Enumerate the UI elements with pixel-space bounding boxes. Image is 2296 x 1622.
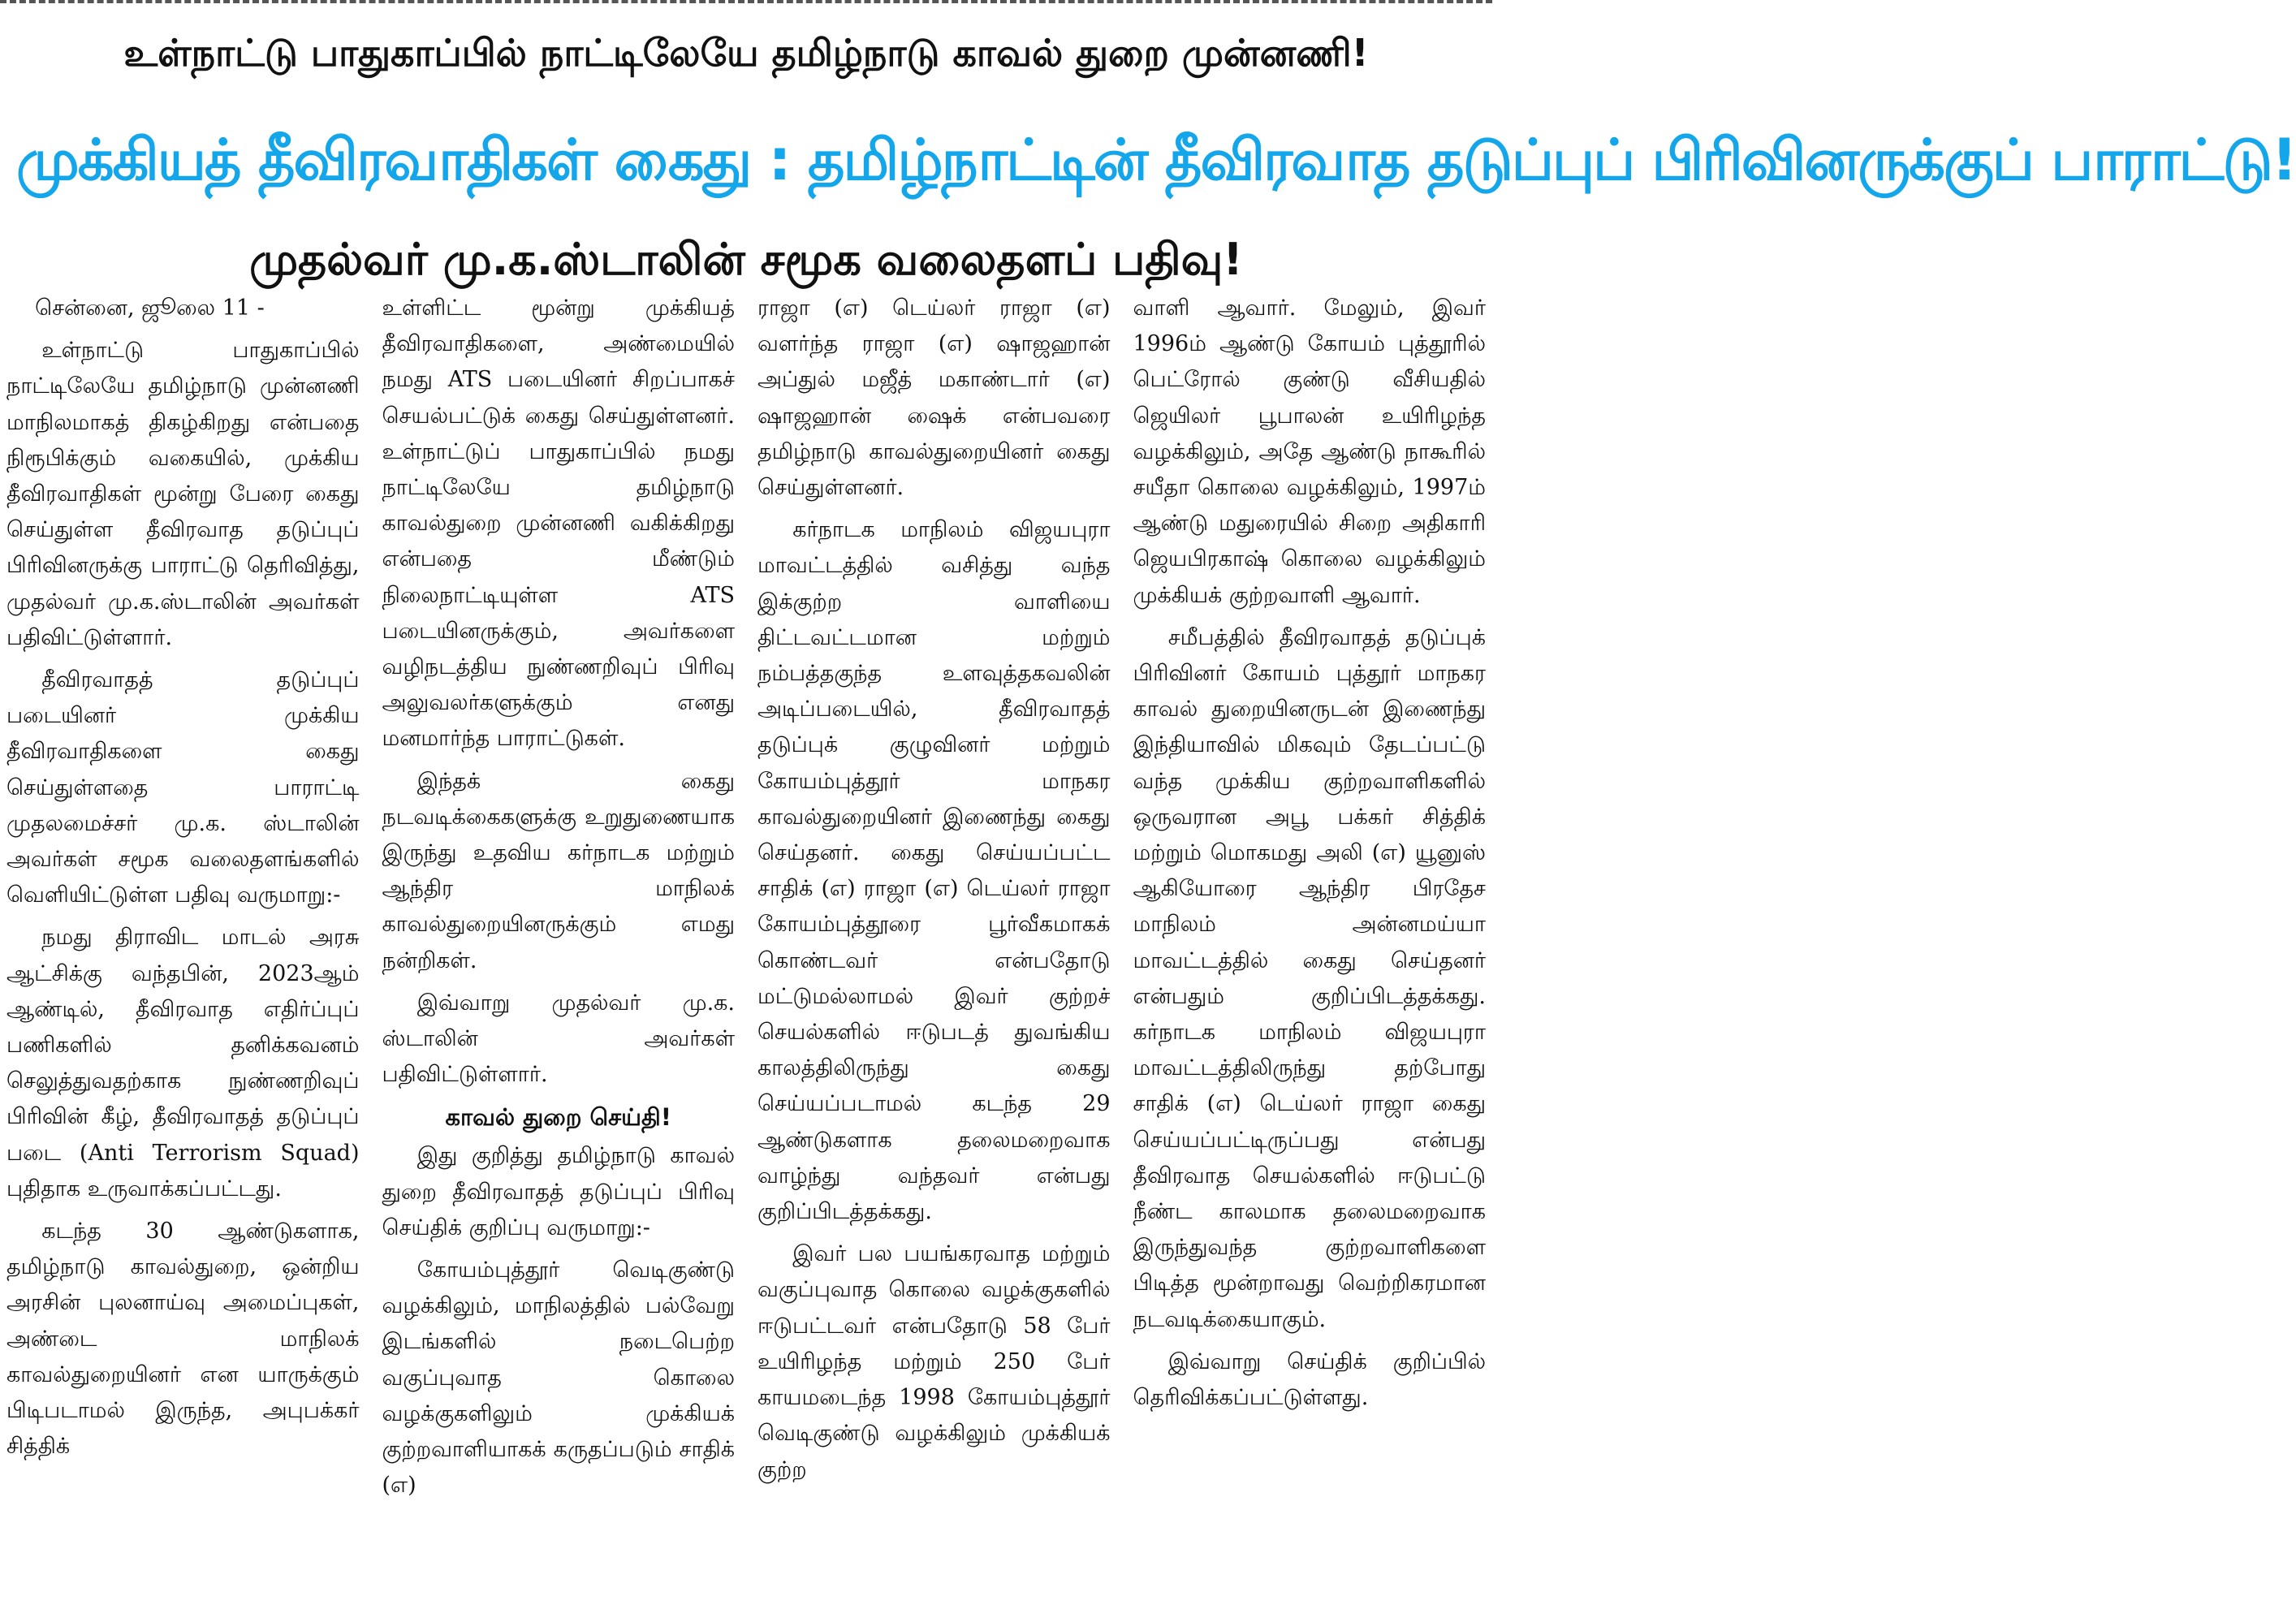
article-paragraph: இவ்வாறு முதல்வர் மு.க. ஸ்டாலின் அவர்கள் பதிவிட்டுள்ளார். xyxy=(382,990,735,1088)
article-paragraph: கோயம்புத்தூர் வெடிகுண்டு வழக்கிலும், மாநிலத்தில் பல்வேறு இடங்களில் நடைபெற்ற வகுப்புவாத கொலை வழக்குகளிலும் முக்கியக் குற்றவாளியாகக் கருதப்படும் சாதிக் (எ) xyxy=(382,1257,735,1499)
article-paragraph: இவர் பல பயங்கரவாத மற்றும் வகுப்புவாத கொலை வழக்குகளில் ஈடுபட்டவர் என்பதோடு 58 பேர் உயிரிழந்த மற்றும் 250 பேர் காயமடைந்த 1998 கோயம்புத்தூர் வெடிகுண்டு வழக்கிலும் முக்கியக் குற்ற xyxy=(757,1241,1111,1482)
article-paragraph: இது குறித்து தமிழ்நாடு காவல் துறை தீவிரவாதத் தடுப்புப் பிரிவு செய்திக் குறிப்பு வருமாறு:- xyxy=(382,1143,735,1240)
headline-main: முக்கியத் தீவிரவாதிகள் கைது : தமிழ்நாட்டின் தீவிரவாத தடுப்புப் பிரிவினருக்குப் பாராட்டு! xyxy=(16,127,2296,193)
article-paragraph: கர்நாடக மாநிலம் விஜயபுரா மாவட்டத்தில் வசித்து வந்த இக்குற்ற வாளியை திட்டவட்டமான மற்றும் நம்பத்தகுந்த உளவுத்தகவலின் அடிப்படையில், தீவிரவாதத் தடுப்புக் குழுவினர் மற்றும் கோயம்புத்தூர் மாநகர காவல்துறையினர் இணைந்து கைது செய்தனர். கைது செய்யப்பட்ட சாதிக் (எ) ராஜா (எ) டெய்லர் ராஜா கோயம்புத்தூரை பூர்வீகமாகக் கொண்டவர் என்பதோடு மட்டுமல்லாமல் இவர் குற்றச் செயல்களில் ஈடுபடத் துவங்கிய காலத்திலிருந்து கைது செய்யப்படாமல் கடந்த 29 ஆண்டுகளாக தலைமறைவாக வாழ்ந்து வந்தவர் என்பது குறிப்பிடத்தக்கது. xyxy=(757,517,1111,1225)
subhead-police-news: காவல் துறை செய்தி! xyxy=(445,1103,672,1132)
top-dashed-rule xyxy=(0,0,1492,11)
article-paragraph: நமது திராவிட மாடல் அரசு ஆட்சிக்கு வந்தபின், 2023ஆம் ஆண்டில், தீவிரவாத எதிர்ப்புப் பணிகளில் தனிக்கவனம் செலுத்துவதற்காக நுண்ணறிவுப் பிரிவின் கீழ், தீவிரவாதத் தடுப்புப் படை (Anti Terrorism Squad) புதிதாக உருவாக்கப்பட்டது. xyxy=(6,925,360,1201)
article-paragraph: ராஜா (எ) டெய்லர் ராஜா (எ) வளர்ந்த ராஜா (எ) ஷாஜஹான் அப்துல் மஜீத் மகாண்டார் (எ) ஷாஜஹான் ஷைக் என்பவரை தமிழ்நாடு காவல்துறையினர் கைது செய்துள்ளனர். xyxy=(757,295,1111,501)
article-paragraph: வாளி ஆவார். மேலும், இவர் 1996ம் ஆண்டு கோயம் புத்தூரில் பெட்ரோல் குண்டு வீசியதில் ஜெயிலர் பூபாலன் உயிரிழந்த வழக்கிலும், அதே ஆண்டு நாகூரில் சயீதா கொலை வழக்கிலும், 1997ம் ஆண்டு மதுரையில் சிறை அதிகாரி ஜெயபிரகாஷ் கொலை வழக்கிலும் முக்கியக் குற்றவாளி ஆவார். xyxy=(1133,295,1486,608)
headline-sub: முதல்வர் மு.க.ஸ்டாலின் சமூக வலைதளப் பதிவு! xyxy=(249,234,1243,285)
article-paragraph: இந்தக் கைது நடவடிக்கைகளுக்கு உறுதுணையாக இருந்து உதவிய கர்நாடக மற்றும் ஆந்திர மாநிலக் காவல்துறையினருக்கும் எமது நன்றிகள். xyxy=(382,768,735,973)
article-column-4 xyxy=(1133,291,1487,1619)
article-paragraph: தீவிரவாதத் தடுப்புப் படையினர் முக்கிய தீவிரவாதிகளை கைது செய்துள்ளதை பாராட்டி முதலமைச்சர் மு.க. ஸ்டாலின் அவர்கள் சமூக வலைதளங்களில் வெளியிட்டுள்ள பதிவு வருமாறு:- xyxy=(6,667,360,908)
article-paragraph: கடந்த 30 ஆண்டுகளாக, தமிழ்நாடு காவல்துறை, ஒன்றிய அரசின் புலனாய்வு அமைப்புகள், அண்டை மாநிலக் காவல்துறையினர் என யாருக்கும் பிடிபடாமல் இருந்த, அபுபக்கர் சித்திக் xyxy=(6,1219,360,1460)
article-paragraph: இவ்வாறு செய்திக் குறிப்பில் தெரிவிக்கப்பட்டுள்ளது. xyxy=(1133,1348,1486,1411)
dateline: சென்னை, ஜூலை 11 - xyxy=(35,295,265,321)
article-paragraph: உள்நாட்டு பாதுகாப்பில் நாட்டிலேயே தமிழ்நாடு முன்னணி மாநிலமாகத் திகழ்கிறது என்பதை நிரூபிக்கும் வகையில், முக்கிய தீவிரவாதிகள் மூன்று பேரை கைது செய்துள்ள தீவிரவாத தடுப்புப் பிரிவினருக்கு பாராட்டு தெரிவித்து, முதல்வர் மு.க.ஸ்டாலின் அவர்கள் பதிவிட்டுள்ளார். xyxy=(6,338,360,650)
article-column-2 xyxy=(382,291,736,1619)
article-paragraph: உள்ளிட்ட மூன்று முக்கியத் தீவிரவாதிகளை, அண்மையில் நமது ATS படையினர் சிறப்பாகச் செயல்பட்டுக் கைது செய்துள்ளனர். உள்நாட்டுப் பாதுகாப்பில் நமது நாட்டிலேயே தமிழ்நாடு காவல்துறை முன்னணி வகிக்கிறது என்பதை மீண்டும் நிலைநாட்டியுள்ள ATS படையினருக்கும், அவர்களை வழிநடத்திய நுண்ணறிவுப் பிரிவு அலுவலர்களுக்கும் எனது மனமார்ந்த பாராட்டுகள். xyxy=(382,295,735,752)
headline-top: உள்நாட்டு பாதுகாப்பில் நாட்டிலேயே தமிழ்நாடு காவல் துறை முன்னணி! xyxy=(123,31,1369,75)
article-column-3 xyxy=(757,291,1111,1619)
article-columns xyxy=(6,291,1486,1619)
article-column-1 xyxy=(6,291,360,1619)
article-paragraph: சமீபத்தில் தீவிரவாதத் தடுப்புக் பிரிவினர் கோயம் புத்தூர் மாநகர காவல் துறையினருடன் இணைந்து இந்தியாவில் மிகவும் தேடப்பட்டு வந்த முக்கிய குற்றவாளிகளில் ஒருவரான அபூ பக்கர் சித்திக் மற்றும் மொகமது அலி (எ) யூனுஸ் ஆகியோரை ஆந்திர பிரதேச மாநிலம் அன்னமய்யா மாவட்டத்தில் கைது செய்தனர் என்பதும் குறிப்பிடத்தக்கது. கர்நாடக மாநிலம் விஜயபுரா மாவட்டத்திலிருந்து தற்போது சாதிக் (எ) டெய்லர் ராஜா கைது செய்யப்பட்டிருப்பது என்பது தீவிரவாத செயல்களில் ஈடுபட்டு நீண்ட காலமாக தலைமறைவாக இருந்துவந்த குற்றவாளிகளை பிடித்த மூன்றாவது வெற்றிகரமான நடவடிக்கையாகும். xyxy=(1133,624,1486,1332)
